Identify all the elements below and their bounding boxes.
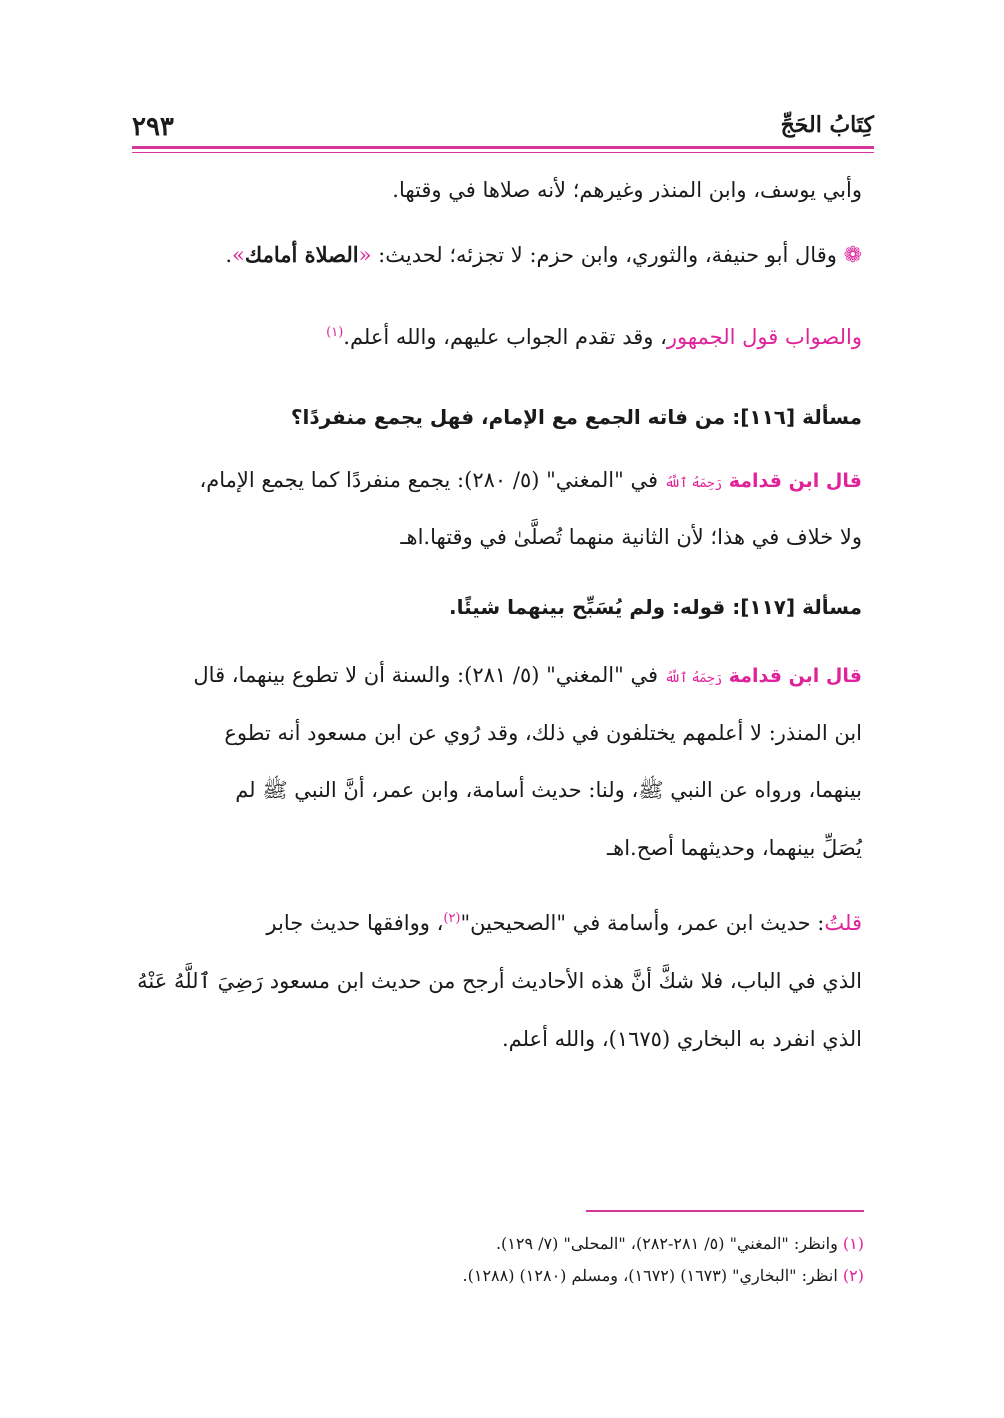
flower-ornament-icon: ❁ xyxy=(843,243,862,268)
footnote-ref-2: (٢) xyxy=(443,911,461,926)
footnote-separator xyxy=(586,1210,864,1212)
quote1-line-2: ولا خلاف في هذا؛ لأن الثانية منهما تُصلَّىٰ في وقتها.اهـ xyxy=(400,525,862,549)
period: . xyxy=(225,243,233,267)
issue-heading-117 xyxy=(132,592,862,622)
quote-close: » xyxy=(232,243,245,267)
book-ref: "المغني" xyxy=(546,663,624,687)
honorific: رَحِمَهُ ٱللَّهُ xyxy=(664,671,723,686)
honorific: رَحِمَهُ ٱللَّهُ xyxy=(664,476,723,491)
scholar-name: قال ابن قدامة xyxy=(722,665,862,687)
quote2-line-3: بينهما، ورواه عن النبي ﷺ، ولنا: حديث أسامة، وابن عمر، أنَّ النبي ﷺ لم xyxy=(235,778,862,802)
issue-title: قوله: ولم يُسَبِّح بينهما شيئًا. xyxy=(449,595,726,619)
text: وقال أبو حنيفة، والثوري، وابن حزم: لا تجزئه؛ لحديث: xyxy=(371,243,837,267)
issue-heading-116 xyxy=(132,402,862,432)
text: ، وقد تقدم الجواب عليهم، والله أعلم. xyxy=(343,325,667,349)
quote2-line-2: ابن المنذر: لا أعلمهم يختلفون في ذلك، وقد رُوي عن ابن مسعود أنه تطوع xyxy=(224,721,862,745)
footnote-text: وانظر: "المغني" (٥/ ٢٨١-٢٨٢)، "المحلى" (٧/ ١٢٩). xyxy=(495,1234,843,1253)
comment-line-1 xyxy=(132,908,862,938)
footnote-1 xyxy=(132,1232,864,1256)
comment-label: قلتُ xyxy=(824,911,862,935)
paragraph-line-2 xyxy=(132,240,862,271)
issue-title: من فاته الجمع مع الإمام، فهل يجمع منفردًا؟ xyxy=(290,405,726,429)
quote1-line-1 xyxy=(132,465,862,499)
text: : حديث ابن عمر، وأسامة في xyxy=(566,911,825,935)
header-rule-thick xyxy=(132,146,874,149)
book-ref: "المغني" xyxy=(546,468,624,492)
running-header xyxy=(132,112,874,142)
page-number: ٢٩٣ xyxy=(132,112,174,142)
book-title: كِتَابُ الحَجِّ xyxy=(780,112,874,138)
text: (٥/ ٢٨٠): يجمع منفردًا كما يجمع الإمام، xyxy=(199,468,547,492)
quote2-line-4: يُصَلِّ بينهما، وحديثهما أصح.اهـ xyxy=(606,836,862,860)
footnote-number: (٢) xyxy=(842,1266,864,1285)
emphasis-text: والصواب قول الجمهور xyxy=(666,325,862,349)
comment-line-2: الذي في الباب، فلا شكَّ أنَّ هذه الأحاديث أرجح من حديث ابن مسعود رَضِيَ ٱللَّهُ عَنْهُ xyxy=(137,969,862,993)
text: ، ووافقها حديث جابر xyxy=(266,911,444,935)
issue-label: مسألة [١١٦]: xyxy=(732,405,862,429)
footnote-2 xyxy=(132,1264,864,1288)
comment-line-3: الذي انفرد به البخاري (١٦٧٥)، والله أعلم. xyxy=(501,1027,862,1051)
footnote-number: (١) xyxy=(842,1234,864,1253)
text: (٥/ ٢٨١): والسنة أن لا تطوع بينهما، قال xyxy=(193,663,547,687)
footnote-ref-1: (١) xyxy=(326,325,344,340)
text: في xyxy=(623,663,665,687)
issue-label: مسألة [١١٧]: xyxy=(732,595,862,619)
footnote-text: انظر: "البخاري" (١٦٧٣) (١٦٧٢)، ومسلم (١٢٨٠) (١٢٨٨). xyxy=(462,1266,843,1285)
scholar-name: قال ابن قدامة xyxy=(722,470,862,492)
quote-open: « xyxy=(358,243,372,267)
paragraph-line-1: وأبي يوسف، وابن المنذر وغيرهم؛ لأنه صلاها في وقتها. xyxy=(392,178,862,202)
quote2-line-1 xyxy=(132,660,862,694)
text: في xyxy=(623,468,665,492)
header-rule-thin xyxy=(132,152,874,153)
paragraph-line-3 xyxy=(132,322,862,352)
book-ref: "الصحيحين" xyxy=(460,911,567,935)
hadith-quote: الصلاة أمامك xyxy=(244,242,359,267)
